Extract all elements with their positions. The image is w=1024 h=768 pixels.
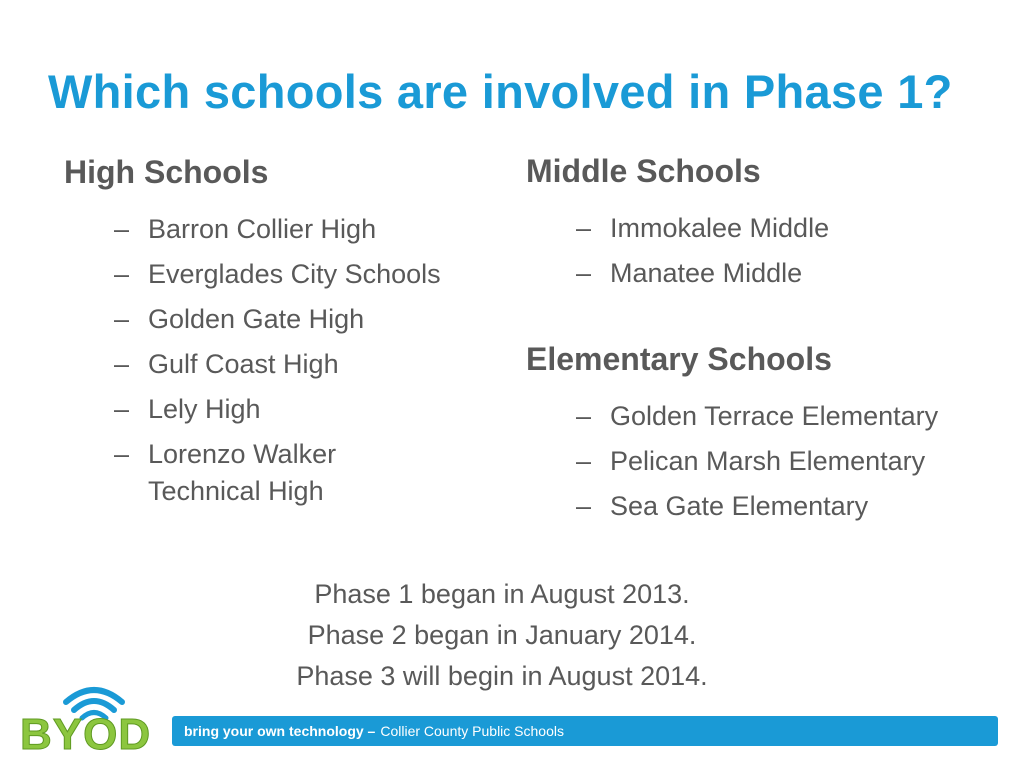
- school-name: Everglades City Schools: [148, 259, 441, 289]
- dash-bullet: –: [114, 304, 130, 334]
- middle-schools-heading: Middle Schools: [526, 153, 761, 189]
- list-item: [114, 256, 484, 293]
- dash-bullet: –: [114, 439, 130, 469]
- list-item: [114, 391, 484, 428]
- footer-tagline: bring your own technology –: [184, 723, 376, 739]
- school-name: Golden Terrace Elementary: [610, 401, 939, 431]
- logo-text: BYOD: [20, 710, 152, 756]
- school-name: Pelican Marsh Elementary: [610, 446, 926, 476]
- list-item: [114, 346, 484, 383]
- footer-org: Collier County Public Schools: [380, 723, 564, 739]
- school-name: Lorenzo Walker Technical High: [148, 439, 337, 506]
- middle-schools-list: [576, 210, 996, 300]
- list-item: [114, 211, 484, 248]
- list-item: [576, 488, 1006, 525]
- dash-bullet: –: [114, 349, 130, 379]
- byod-logo: [18, 674, 168, 756]
- dash-bullet: –: [576, 401, 592, 431]
- dash-bullet: –: [114, 259, 130, 289]
- list-item: [576, 255, 996, 292]
- phase-1-note: Phase 1 began in August 2013.: [314, 579, 690, 609]
- dash-bullet: –: [576, 491, 592, 521]
- school-name: Barron Collier High: [148, 214, 377, 244]
- school-name: Manatee Middle: [610, 258, 803, 288]
- list-item: [576, 443, 1006, 480]
- slide-title: Which schools are involved in Phase 1?: [48, 65, 953, 118]
- school-name: Golden Gate High: [148, 304, 365, 334]
- dash-bullet: –: [576, 258, 592, 288]
- phase-2-note: Phase 2 began in January 2014.: [307, 620, 697, 650]
- high-schools-list: [114, 211, 484, 518]
- elementary-schools-list: [576, 398, 1006, 533]
- high-schools-heading: High Schools: [64, 154, 269, 190]
- list-item: [576, 398, 1006, 435]
- elementary-schools-heading: Elementary Schools: [526, 341, 832, 377]
- list-item: [114, 301, 484, 338]
- school-name: Lely High: [148, 394, 261, 424]
- dash-bullet: –: [114, 214, 130, 244]
- school-name: Immokalee Middle: [610, 213, 830, 243]
- list-item: [114, 436, 398, 510]
- footer-bar: [172, 716, 998, 746]
- dash-bullet: –: [576, 446, 592, 476]
- phase-3-note: Phase 3 will begin in August 2014.: [296, 661, 708, 691]
- school-name: Sea Gate Elementary: [610, 491, 869, 521]
- dash-bullet: –: [114, 394, 130, 424]
- school-name: Gulf Coast High: [148, 349, 339, 379]
- dash-bullet: –: [576, 213, 592, 243]
- list-item: [576, 210, 996, 247]
